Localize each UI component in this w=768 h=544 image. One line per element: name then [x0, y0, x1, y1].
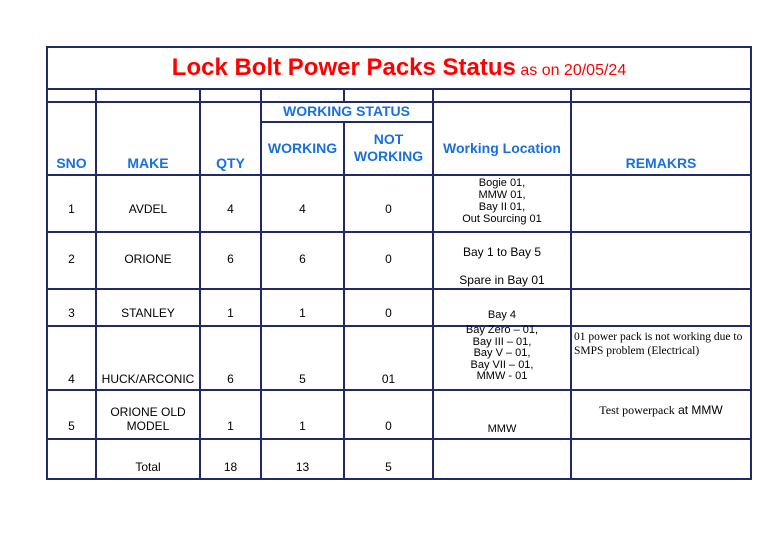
cell-sno: 5 — [68, 419, 75, 433]
table-rule — [46, 438, 752, 440]
title-main: Lock Bolt Power Packs Status — [171, 54, 516, 81]
table-rule — [261, 121, 433, 123]
header-working-location: Working Location — [443, 140, 561, 156]
cell-location: Bogie 01, MMW 01, Bay II 01, Out Sourcing 01 — [462, 177, 542, 225]
cell-working: 5 — [299, 372, 306, 386]
cell-make: ORIONE OLD MODEL — [110, 405, 186, 433]
cell-sno: 1 — [68, 202, 75, 216]
cell-qty: 1 — [227, 306, 234, 320]
header-make: MAKE — [127, 155, 169, 171]
cell-remarks: 01 power pack is not working due to SMPS problem (Electrical) — [574, 331, 743, 357]
cell-location-spare: Spare in Bay 01 — [459, 273, 545, 287]
cell-not-working: 0 — [385, 202, 392, 216]
cell-not-working: 0 — [385, 252, 392, 266]
cell-location: Bay 1 to Bay 5 — [462, 245, 542, 259]
header-working: WORKING — [267, 140, 338, 156]
page-title — [48, 54, 750, 82]
cell-qty: 6 — [227, 372, 234, 386]
table-rule — [343, 88, 345, 101]
header-working-status: WORKING STATUS — [282, 103, 411, 119]
cell-not-working: 0 — [385, 419, 392, 433]
title-date: as on 20/05/24 — [520, 62, 627, 79]
cell-remarks: Test powerpack at MMW — [599, 403, 723, 417]
total-working: 13 — [295, 460, 310, 474]
total-qty: 18 — [223, 460, 238, 474]
cell-make: AVDEL — [128, 202, 168, 216]
header-not-working: NOT WORKING — [353, 131, 424, 164]
cell-not-working: 01 — [381, 372, 396, 386]
cell-not-working: 0 — [385, 306, 392, 320]
cell-sno: 2 — [68, 252, 75, 266]
header-remarks: REMAKRS — [625, 155, 697, 171]
table-rule — [46, 231, 752, 233]
cell-working: 1 — [299, 419, 306, 433]
total-not-working: 5 — [385, 460, 392, 474]
cell-location: Bay 4 — [487, 309, 517, 321]
table-rule — [46, 174, 752, 176]
cell-location: MMW — [487, 423, 517, 435]
table-rule — [46, 325, 752, 327]
cell-qty: 6 — [227, 252, 234, 266]
table-rule — [46, 288, 752, 290]
header-sno: SNO — [56, 155, 87, 171]
cell-location: Bay Zero – 01, Bay III – 01, Bay V – 01, Bay VII – 01, MMW - 01 — [465, 324, 539, 382]
table-rule — [570, 88, 572, 480]
cell-qty: 1 — [227, 419, 234, 433]
header-qty: QTY — [216, 155, 245, 171]
table-rule — [46, 88, 752, 90]
cell-working: 6 — [299, 252, 306, 266]
cell-working: 1 — [299, 306, 306, 320]
cell-working: 4 — [299, 202, 306, 216]
cell-make: ORIONE — [124, 252, 172, 266]
total-label: Total — [135, 460, 161, 474]
cell-sno: 4 — [68, 372, 75, 386]
cell-sno: 3 — [68, 306, 75, 320]
cell-make: STANLEY — [121, 306, 175, 320]
table-rule — [46, 389, 752, 391]
cell-qty: 4 — [227, 202, 234, 216]
cell-make: HUCK/ARCONIC — [101, 372, 195, 386]
